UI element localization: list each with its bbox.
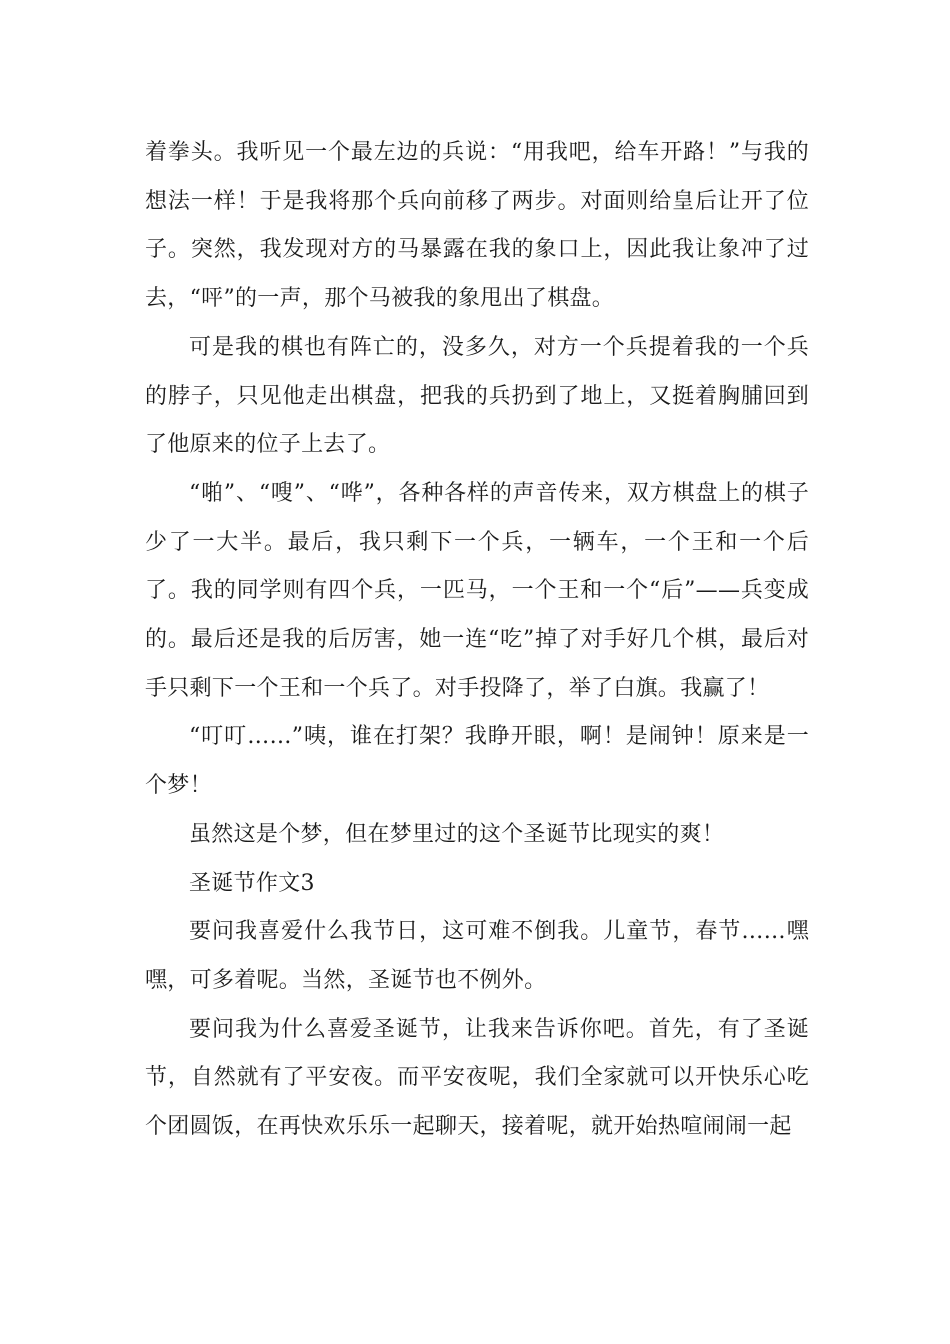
document-body bbox=[145, 129, 809, 1152]
paragraph-5: 虽然这是个梦，但在梦里过的这个圣诞节比现实的爽！ bbox=[189, 821, 725, 847]
paragraph-7: 要问我为什么喜爱圣诞节，让我来告诉你吧。首先，有了圣诞节，自然就有了平安夜。而平安夜呢，我们全家就可以开快乐心吃个团圆饭，在再快欢乐乐一起聊天，接着呢，就开始热喧闹闹一起 bbox=[145, 1016, 809, 1140]
paragraph-1: 着拳头。我听见一个最左边的兵说：“用我吧，给车开路！”与我的想法一样！于是我将那个兵向前移了两步。对面则给皇后让开了位子。突然，我发现对方的马暴露在我的象口上，因此我让象冲了过去，“呯”的一声，那个马被我的象甩出了棋盘。 bbox=[145, 140, 809, 312]
paragraph-3: “啪”、“嗖”、“哗”，各种各样的声音传来，双方棋盘上的棋子少了一大半。最后，我只剩下一个兵，一辆车，一个王和一个后了。我的同学则有四个兵，一匹马，一个王和一个“后”——兵变成的。最后还是我的后厉害，她一连“吃”掉了对手好几个棋，最后对手只剩下一个王和一个兵了。对手投降了，举了白旗。我赢了！ bbox=[145, 480, 809, 701]
paragraph-2: 可是我的棋也有阵亡的，没多久，对方一个兵提着我的一个兵的脖子，只见他走出棋盘，把我的兵扔到了地上，又挺着胸脯回到了他原来的位子上去了。 bbox=[145, 334, 809, 458]
section-heading: 圣诞节作文3 bbox=[189, 870, 315, 896]
paragraph-4: “叮叮……”咦，谁在打架？我睁开眼，啊！是闹钟！原来是一个梦！ bbox=[145, 724, 809, 799]
paragraph-6: 要问我喜爱什么我节日，这可难不倒我。儿童节，春节……嘿嘿，可多着呢。当然，圣诞节也不例外。 bbox=[145, 919, 809, 993]
